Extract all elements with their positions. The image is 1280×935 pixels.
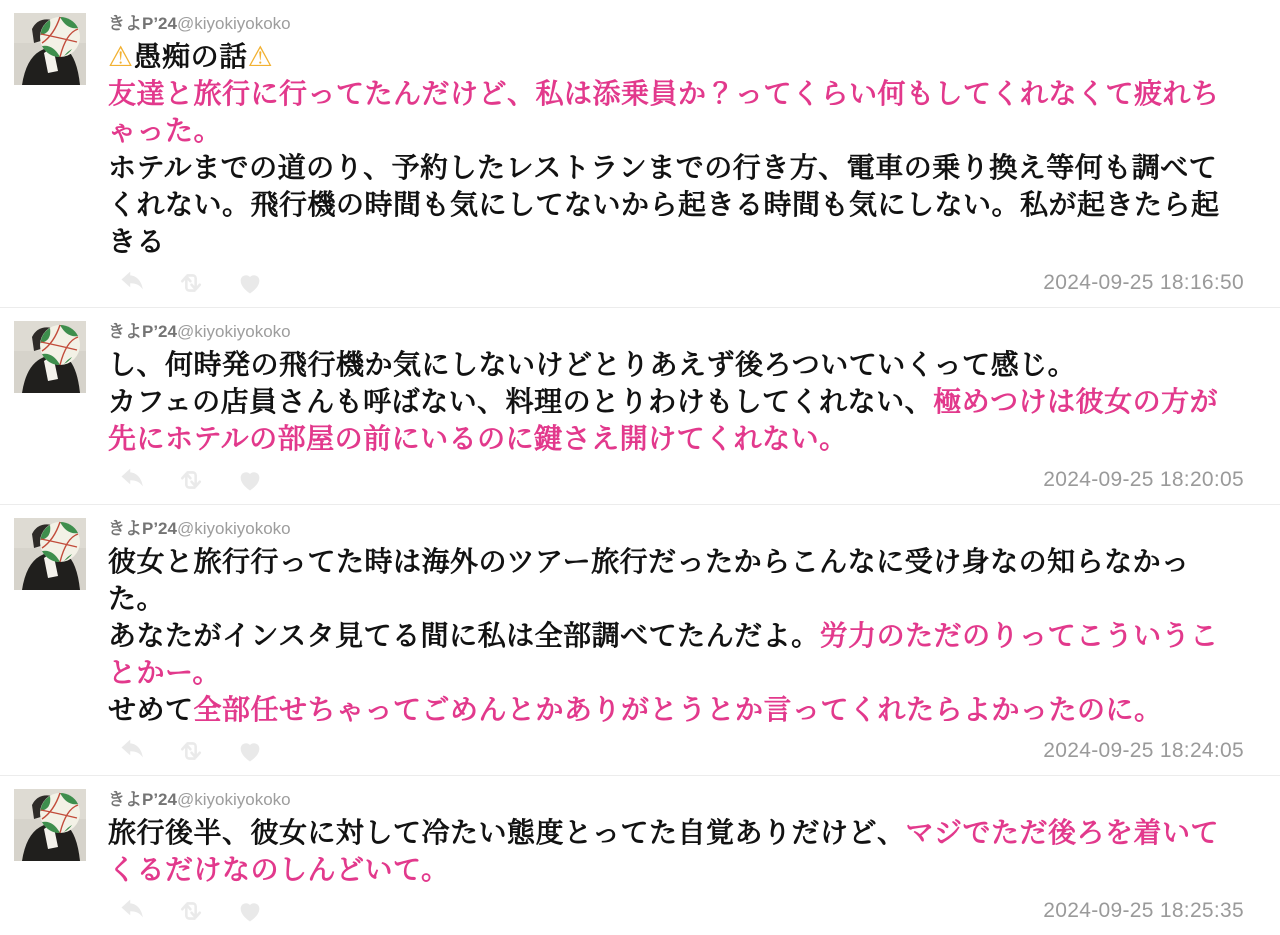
text-segment: ホテルまでの道のり、予約したレストランまでの行き方、電車の乗り換え等何も調べてくれない。飛行機の時間も気にしてないから起きる時間も気にしない。私が起きたら起きる	[108, 152, 1220, 257]
avatar[interactable]	[14, 321, 86, 393]
heart-icon	[236, 897, 264, 925]
tweet-post	[0, 776, 1280, 935]
post-body	[108, 38, 1244, 260]
text-segment: 全部任せちゃってごめんとかありがとうとか言ってくれたらよかったのに。	[193, 694, 1163, 725]
post-footer	[108, 733, 1244, 769]
user-name[interactable]: きよP’24	[108, 14, 177, 33]
post-paragraph	[108, 814, 1244, 888]
post-timestamp: 2024-09-25 18:24:05	[1043, 739, 1244, 762]
user-handle[interactable]: @kiyokiyokoko	[176, 790, 291, 809]
retweet-button[interactable]	[175, 268, 207, 298]
post-body	[108, 814, 1244, 888]
post-footer	[108, 265, 1244, 301]
retweet-icon	[177, 737, 205, 765]
reply-icon	[118, 737, 146, 765]
text-segment: 極めつけは彼女の方が先にホテルの部屋の前にいるのに鍵さえ開けてくれない。	[108, 386, 1219, 454]
reply-button[interactable]	[116, 465, 148, 495]
text-segment: あなたがインスタ見てる間に私は全部調べてたんだよ。	[108, 620, 820, 651]
retweet-icon	[177, 269, 205, 297]
post-paragraph	[108, 617, 1244, 691]
text-segment: カフェの店員さんも呼ばない、料理のとりわけもしてくれない、	[108, 386, 934, 417]
like-button[interactable]	[234, 465, 266, 495]
text-segment: 労力のただのりってこういうことかー。	[108, 620, 1219, 688]
warning-emoji: ⚠	[247, 41, 274, 72]
post-footer	[108, 893, 1244, 929]
reply-icon	[118, 897, 146, 925]
retweet-icon	[177, 466, 205, 494]
reply-button[interactable]	[116, 268, 148, 298]
retweet-button[interactable]	[175, 465, 207, 495]
post-paragraph	[108, 543, 1244, 617]
reply-icon	[118, 466, 146, 494]
text-segment: マジでただ後ろを着いてくるだけなのしんどいて。	[108, 817, 1219, 885]
post-header	[108, 13, 1244, 36]
tweet-post	[0, 505, 1280, 776]
post-paragraph	[108, 691, 1244, 728]
text-segment: 友達と旅行に行ってたんだけど、私は添乗員か？ってくらい何もしてくれなくて疲れちゃった。	[108, 78, 1220, 146]
avatar-image	[14, 789, 86, 861]
text-segment: 彼女と旅行行ってた時は海外のツアー旅行だったからこんなに受け身なの知らなかった。	[108, 546, 1190, 614]
avatar[interactable]	[14, 518, 86, 590]
like-button[interactable]	[234, 268, 266, 298]
post-body	[108, 543, 1244, 728]
user-handle[interactable]: @kiyokiyokoko	[176, 322, 291, 341]
avatar-image	[14, 518, 86, 590]
post-header	[108, 789, 1244, 812]
text-segment: し、何時発の飛行機か気にしないけどとりあえず後ろついていくって感じ。	[108, 349, 1077, 380]
warning-emoji: ⚠	[108, 41, 134, 72]
heart-icon	[236, 737, 264, 765]
post-timestamp: 2024-09-25 18:16:50	[1043, 271, 1244, 294]
retweet-icon	[177, 897, 205, 925]
post-paragraph	[108, 75, 1244, 149]
post-paragraph	[108, 149, 1244, 260]
action-bar	[116, 465, 266, 495]
text-segment: せめて	[108, 694, 194, 725]
post-header	[108, 321, 1244, 344]
tweet-post	[0, 0, 1280, 308]
action-bar	[116, 896, 266, 926]
like-button[interactable]	[234, 896, 266, 926]
post-timestamp: 2024-09-25 18:25:35	[1043, 899, 1244, 922]
post-paragraph	[108, 383, 1244, 457]
like-button[interactable]	[234, 736, 266, 766]
post-body	[108, 346, 1244, 457]
avatar[interactable]	[14, 789, 86, 861]
user-name[interactable]: きよP’24	[108, 519, 177, 538]
heart-icon	[236, 466, 264, 494]
text-segment: 愚痴の話	[133, 41, 248, 72]
post-timestamp: 2024-09-25 18:20:05	[1043, 468, 1244, 491]
avatar-image	[14, 13, 86, 85]
post-paragraph	[108, 38, 1244, 75]
post-paragraph	[108, 346, 1244, 383]
retweet-button[interactable]	[175, 736, 207, 766]
reply-button[interactable]	[116, 736, 148, 766]
heart-icon	[236, 269, 264, 297]
user-handle[interactable]: @kiyokiyokoko	[176, 519, 291, 538]
tweet-post	[0, 308, 1280, 505]
action-bar	[116, 268, 266, 298]
post-header	[108, 518, 1244, 541]
post-footer	[108, 462, 1244, 498]
reply-button[interactable]	[116, 896, 148, 926]
user-handle[interactable]: @kiyokiyokoko	[176, 14, 291, 33]
action-bar	[116, 736, 266, 766]
reply-icon	[118, 269, 146, 297]
text-segment: 旅行後半、彼女に対して冷たい態度とってた自覚ありだけど、	[108, 817, 906, 848]
user-name[interactable]: きよP’24	[108, 790, 177, 809]
retweet-button[interactable]	[175, 896, 207, 926]
user-name[interactable]: きよP’24	[108, 322, 177, 341]
avatar[interactable]	[14, 13, 86, 85]
avatar-image	[14, 321, 86, 393]
